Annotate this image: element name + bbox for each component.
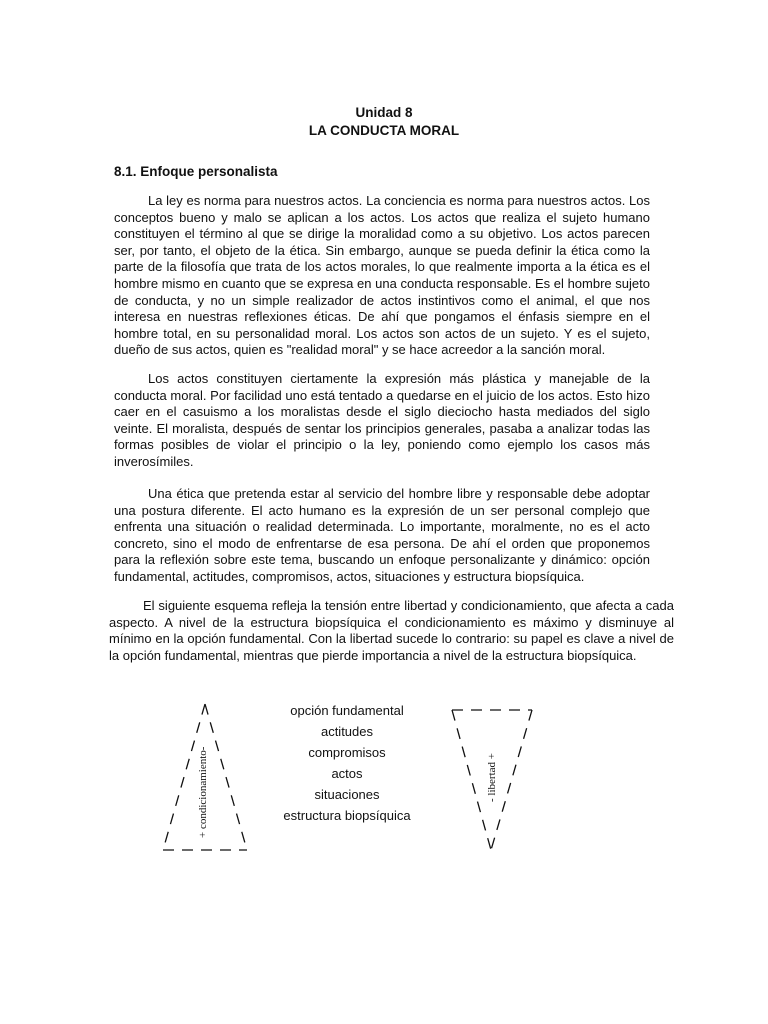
libertad-label: - libertad + (486, 753, 498, 802)
condicionamiento-label: + condicionamiento- (197, 746, 209, 838)
unit-number: Unidad 8 (355, 105, 413, 120)
paragraph-3: Una ética que pretenda estar al servicio del hombre libre y responsable debe adoptar una postura diferente. El acto humano es la expresión de un ser personal complejo que enfrenta una situación o realidad determinada. Lo importante, moralmente, no es el acto concreto, sino el modo de enfrentarse de esa persona. De ahí el orden que proponemos para la reflexión sobre este tema, buscando un enfoque personalizante y dinámico: opción fundamental, actitudes, compromisos, actos, situaciones y estructura biopsíquica. (114, 486, 650, 584)
paragraph-4: El siguiente esquema refleja la tensión entre libertad y condicionamiento, que afecta a cada aspecto. A nivel de la estructura biopsíquica el condicionamiento es máximo y disminuye al mínimo en la opción fundamental. Con la libertad sucede lo contrario: su papel es clave a nivel de la opción fundamental, mientras que pierde importancia a nivel de la estructura biopsíquica. (109, 598, 674, 663)
paragraph-2: Los actos constituyen ciertamente la expresión más plástica y manejable de la conducta moral. Por facilidad uno está tentado a quedarse en el juicio de los actos. Esto hizo caer en el casuismo a los moralistas desde el siglo dieciocho hasta mediados del siglo veinte. El moralista, después de sentar los principios generales, pasaba a analizar todas las formas posibles de violar el principio o la ley, poniendo como ejemplo los casos más inverosímiles. (114, 371, 650, 469)
level-actos: actos (331, 766, 363, 781)
level-compromisos: compromisos (308, 745, 386, 760)
paragraph-1: La ley es norma para nuestros actos. La conciencia es norma para nuestros actos. Los conceptos bueno y malo se aplican a los actos. Los actos que realiza el sujeto humano constituyen el término al que se dirige la moralidad como a su objetivo. Los actos parecen ser, por tanto, el objeto de la ética. Sin embargo, aunque se pueda definir la ética como la parte de la filosofía que trata de los actos morales, lo que realmente importa a la ética es el hombre mismo en cuanto que se expresa en una conducta responsable. Es el hombre sujeto de conducta, y no un simple realizador de actos instintivos como el animal, el que nos interesa en nuestras reflexiones éticas. De ahí que pongamos el énfasis siempre en el hombre total, en su personalidad moral. Los actos son actos de un sujeto. Y es el sujeto, dueño de sus actos, quien es "realidad moral" y se hace acreedor a la sanción moral. (114, 193, 650, 358)
level-situaciones: situaciones (314, 787, 380, 802)
level-actitudes: actitudes (320, 724, 374, 739)
libertad-triangle (444, 702, 544, 857)
section-heading: 8.1. Enfoque personalista (114, 164, 278, 179)
levels-list (262, 700, 432, 826)
level-estructura-biopsiquica: estructura biopsíquica (283, 808, 411, 823)
page-title: LA CONDUCTA MORAL (308, 123, 460, 138)
level-opcion-fundamental: opción fundamental (290, 703, 404, 718)
condicionamiento-triangle (150, 700, 260, 860)
